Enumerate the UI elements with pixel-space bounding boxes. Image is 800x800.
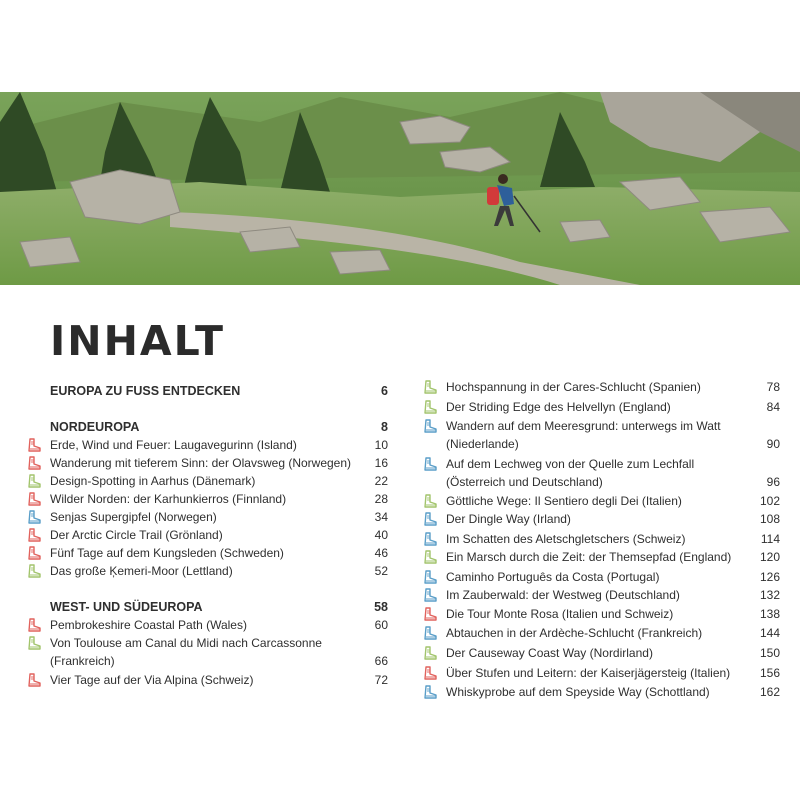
toc-entry-continuation bbox=[424, 435, 782, 453]
toc-page-number: 120 bbox=[759, 550, 780, 564]
toc-entry bbox=[424, 664, 782, 682]
toc-entry-title: (Österreich und Deutschland) bbox=[446, 475, 603, 489]
toc-entry-title: Im Schatten des Aletschgletschers (Schweiz) bbox=[446, 532, 686, 546]
toc-page-number: 156 bbox=[759, 666, 780, 680]
toc-entry-title: Göttliche Wege: Il Sentiero degli Dei (Italien) bbox=[446, 494, 682, 508]
toc-entry bbox=[424, 586, 782, 604]
hiking-boot-icon bbox=[28, 492, 42, 506]
toc-page-number: 72 bbox=[374, 673, 388, 687]
toc-entry bbox=[28, 616, 390, 634]
toc-entry-title: Pembrokeshire Coastal Path (Wales) bbox=[50, 618, 247, 632]
toc-entry bbox=[28, 526, 390, 544]
toc-entry-title: Caminho Português da Costa (Portugal) bbox=[446, 570, 660, 584]
hiking-boot-icon bbox=[28, 474, 42, 488]
toc-entry bbox=[424, 530, 782, 548]
toc-page-number: 138 bbox=[759, 607, 780, 621]
hiking-boot-icon bbox=[28, 510, 42, 524]
toc-entry-title: Erde, Wind und Feuer: Laugavegurinn (Island) bbox=[50, 438, 297, 452]
toc-entry bbox=[424, 398, 782, 416]
hiking-boot-icon bbox=[28, 636, 42, 650]
toc-entry-continuation bbox=[424, 473, 782, 491]
toc-page-number: 16 bbox=[374, 456, 388, 470]
toc-entry-title: NORDEUROPA bbox=[50, 420, 140, 434]
toc-page-number: 8 bbox=[381, 420, 388, 434]
hiking-boot-icon bbox=[424, 550, 438, 564]
toc-page-number: 150 bbox=[759, 646, 780, 660]
toc-entry bbox=[28, 671, 390, 689]
toc-entry-title: Auf dem Lechweg von der Quelle zum Lechfall bbox=[446, 457, 695, 471]
toc-entry-title: Hochspannung in der Cares-Schlucht (Spanien) bbox=[446, 380, 701, 394]
hiking-boot-icon bbox=[424, 666, 438, 680]
toc-entry-title: Design-Spotting in Aarhus (Dänemark) bbox=[50, 474, 256, 488]
toc-page-number: 10 bbox=[374, 438, 388, 452]
toc-page-number: 102 bbox=[759, 494, 780, 508]
header-photo bbox=[0, 92, 800, 285]
toc-page-number: 108 bbox=[759, 512, 780, 526]
toc-entry bbox=[28, 562, 390, 580]
toc-entry-title: (Frankreich) bbox=[50, 654, 115, 668]
toc-page-number: 6 bbox=[381, 384, 388, 398]
toc-page-number: 28 bbox=[374, 492, 388, 506]
hiking-boot-icon bbox=[424, 400, 438, 414]
toc-entry bbox=[424, 644, 782, 662]
toc-entry-title: Abtauchen in der Ardèche-Schlucht (Frankreich) bbox=[446, 626, 703, 640]
toc-section-heading bbox=[28, 418, 390, 436]
toc-entry-title: Wanderung mit tieferem Sinn: der Olavsweg (Norwegen) bbox=[50, 456, 352, 470]
hiking-boot-icon bbox=[424, 494, 438, 508]
toc-page-number: 58 bbox=[374, 600, 388, 614]
toc-page-number: 40 bbox=[374, 528, 388, 542]
toc-entry bbox=[424, 605, 782, 623]
hiking-boot-icon bbox=[28, 618, 42, 632]
toc-entry-title: Ein Marsch durch die Zeit: der Themsepfad (England) bbox=[446, 550, 732, 564]
toc-entry-title: Der Causeway Coast Way (Nordirland) bbox=[446, 646, 653, 660]
toc-entry bbox=[424, 510, 782, 528]
toc-entry-title: Von Toulouse am Canal du Midi nach Carcassonne bbox=[50, 636, 322, 650]
toc-entry-title: Vier Tage auf der Via Alpina (Schweiz) bbox=[50, 673, 254, 687]
toc-page-number: 34 bbox=[374, 510, 388, 524]
mountain-landscape-image bbox=[0, 92, 800, 285]
toc-page-number: 52 bbox=[374, 564, 388, 578]
toc-page-number: 46 bbox=[374, 546, 388, 560]
toc-page-number: 126 bbox=[759, 570, 780, 584]
hiking-boot-icon bbox=[28, 673, 42, 687]
toc-entry-title: Senjas Supergipfel (Norwegen) bbox=[50, 510, 217, 524]
toc-entry-title: Im Zauberwald: der Westweg (Deutschland) bbox=[446, 588, 680, 602]
hiking-boot-icon bbox=[424, 457, 438, 471]
page-title: INHALT bbox=[50, 317, 225, 365]
toc-entry-title: Der Striding Edge des Helvellyn (England) bbox=[446, 400, 671, 414]
toc-entry bbox=[424, 683, 782, 701]
toc-entry bbox=[28, 544, 390, 562]
toc-page-number: 22 bbox=[374, 474, 388, 488]
toc-page-number: 66 bbox=[374, 654, 388, 668]
toc-entry-title: Whiskyprobe auf dem Speyside Way (Schottland) bbox=[446, 685, 710, 699]
toc-page-number: 78 bbox=[766, 380, 780, 394]
hiking-boot-icon bbox=[28, 546, 42, 560]
toc-entry bbox=[28, 634, 390, 652]
toc-entry bbox=[28, 508, 390, 526]
hiking-boot-icon bbox=[424, 685, 438, 699]
hiking-boot-icon bbox=[28, 528, 42, 542]
toc-page-number: 162 bbox=[759, 685, 780, 699]
toc-page-number: 60 bbox=[374, 618, 388, 632]
toc-entry bbox=[28, 454, 390, 472]
toc-entry bbox=[424, 568, 782, 586]
toc-page-number: 114 bbox=[760, 532, 780, 546]
hiking-boot-icon bbox=[424, 570, 438, 584]
toc-page-number: 132 bbox=[759, 588, 780, 602]
toc-entry bbox=[28, 490, 390, 508]
toc-entry-title: Wilder Norden: der Karhunkierros (Finnland) bbox=[50, 492, 287, 506]
toc-entry bbox=[424, 624, 782, 642]
hiking-boot-icon bbox=[424, 626, 438, 640]
hiking-boot-icon bbox=[424, 532, 438, 546]
toc-page-number: 84 bbox=[766, 400, 780, 414]
toc-entry bbox=[28, 472, 390, 490]
hiking-boot-icon bbox=[424, 380, 438, 394]
toc-entry-title: (Niederlande) bbox=[446, 437, 519, 451]
hiking-boot-icon bbox=[424, 646, 438, 660]
toc-entry-title: Der Dingle Way (Irland) bbox=[446, 512, 571, 526]
hiking-boot-icon bbox=[424, 419, 438, 433]
hiking-boot-icon bbox=[28, 438, 42, 452]
toc-entry-title: Die Tour Monte Rosa (Italien und Schweiz) bbox=[446, 607, 674, 621]
toc-page-number: 90 bbox=[766, 437, 780, 451]
toc-entry-title: Das große Ķemeri-Moor (Lettland) bbox=[50, 564, 233, 578]
toc-entry-title: Über Stufen und Leitern: der Kaiserjägersteig (Italien) bbox=[446, 666, 731, 680]
toc-page-number: 144 bbox=[759, 626, 780, 640]
toc-entry-title: Fünf Tage auf dem Kungsleden (Schweden) bbox=[50, 546, 284, 560]
toc-entry bbox=[28, 436, 390, 454]
hiking-boot-icon bbox=[424, 588, 438, 602]
toc-entry bbox=[424, 417, 782, 435]
toc-entry-title: Der Arctic Circle Trail (Grönland) bbox=[50, 528, 223, 542]
toc-entry bbox=[424, 378, 782, 396]
toc-entry-title: WEST- UND SÜDEUROPA bbox=[50, 600, 203, 614]
hiking-boot-icon bbox=[28, 564, 42, 578]
toc-page-number: 96 bbox=[766, 475, 780, 489]
hiking-boot-icon bbox=[28, 456, 42, 470]
toc-entry-title: EUROPA ZU FUSS ENTDECKEN bbox=[50, 384, 241, 398]
toc-section-heading bbox=[28, 382, 390, 400]
hiking-boot-icon bbox=[424, 607, 438, 621]
toc-entry bbox=[424, 455, 782, 473]
hiking-boot-icon bbox=[424, 512, 438, 526]
toc-entry bbox=[424, 492, 782, 510]
toc-entry-title: Wandern auf dem Meeresgrund: unterwegs im Watt bbox=[446, 419, 721, 433]
toc-entry bbox=[424, 548, 782, 566]
toc-section-heading bbox=[28, 598, 390, 616]
toc-entry-continuation bbox=[28, 652, 390, 670]
